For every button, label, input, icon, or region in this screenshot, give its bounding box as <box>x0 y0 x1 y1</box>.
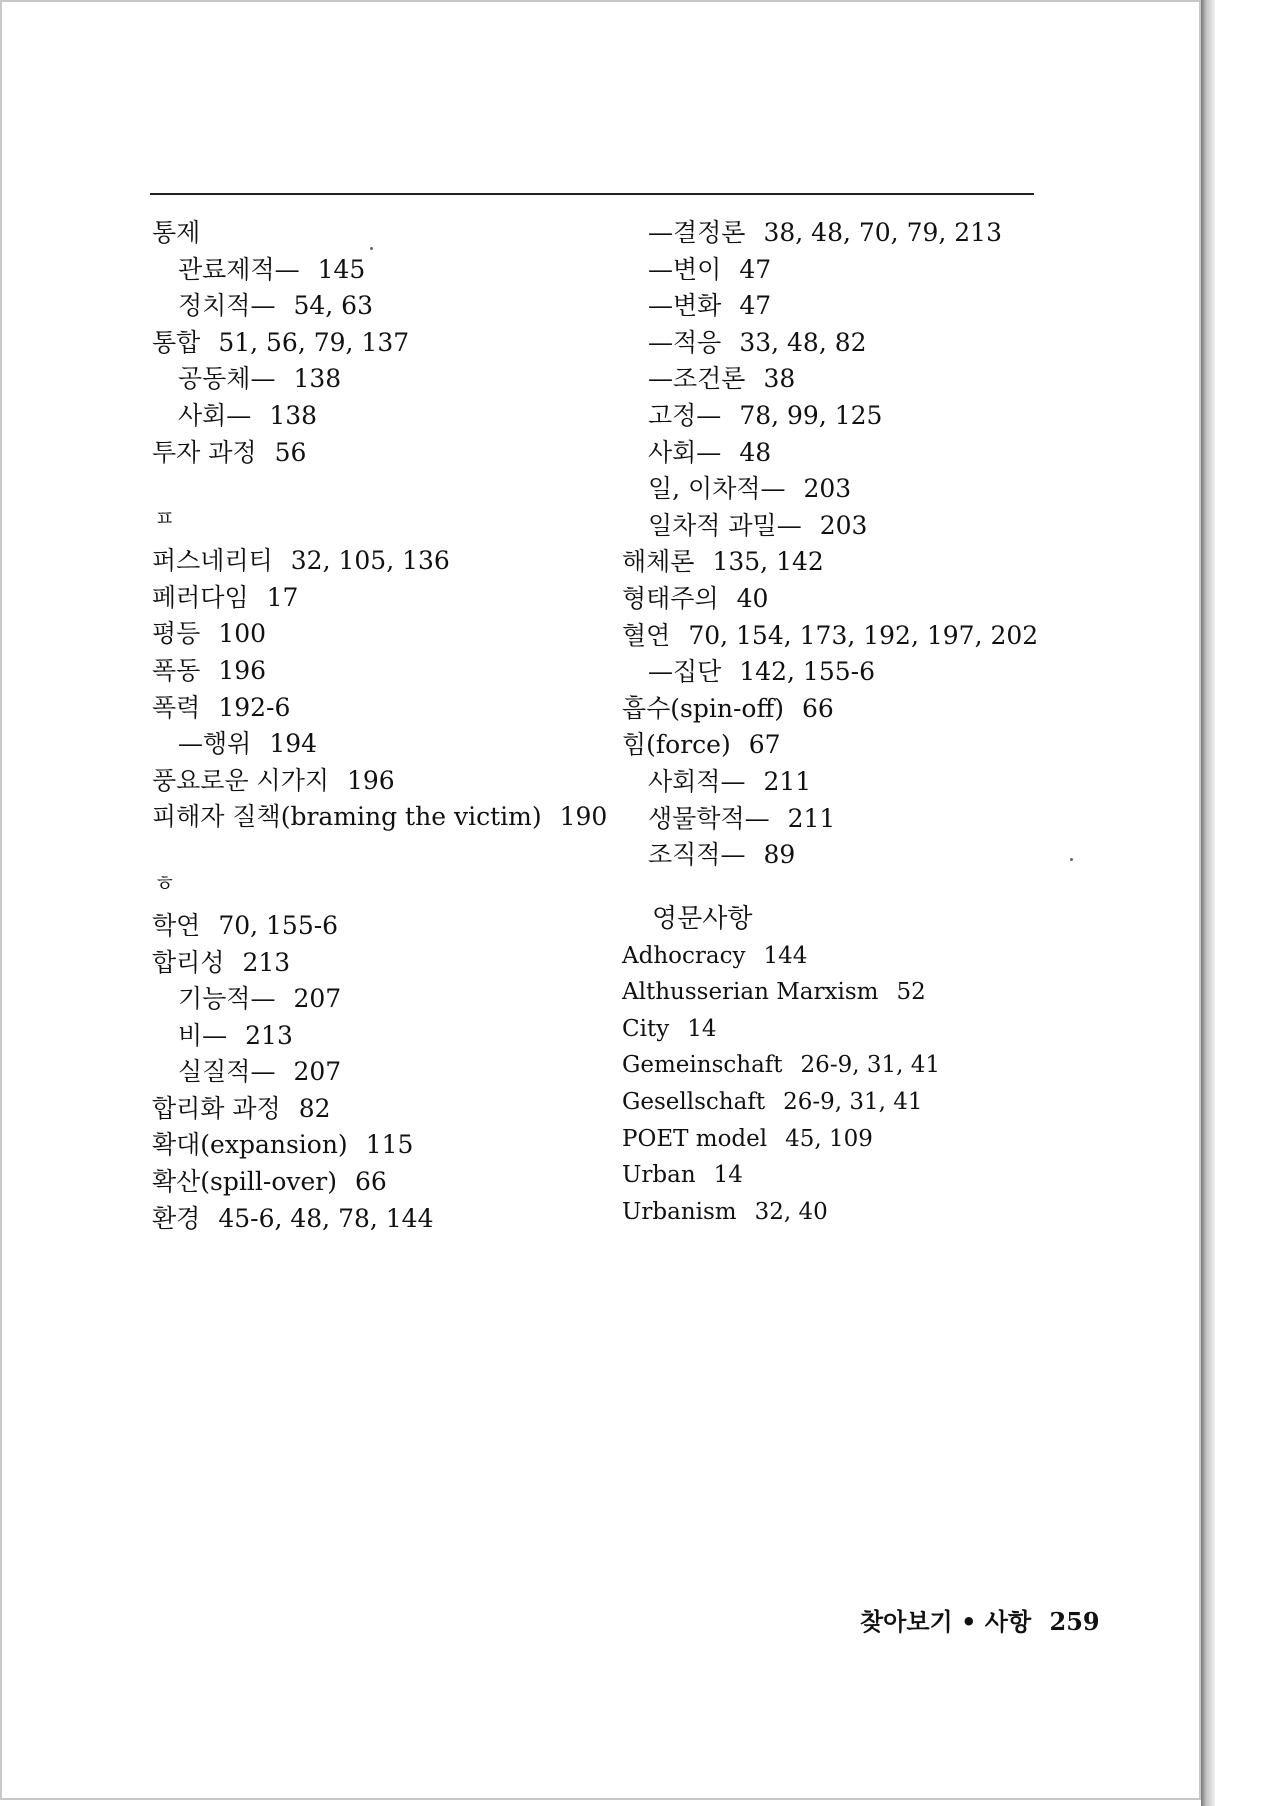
index-term: 폭동 <box>152 655 201 685</box>
index-pages: 194 <box>269 729 318 759</box>
index-pages: 78, 99, 125 <box>739 400 883 430</box>
index-term: 실질적— <box>178 1057 276 1087</box>
index-term: 사회— <box>178 400 252 430</box>
index-entry <box>152 981 602 1018</box>
index-term: 페러다임 <box>152 582 249 612</box>
index-entry <box>152 543 602 580</box>
index-pages: 138 <box>293 364 342 394</box>
index-entry <box>622 215 1072 252</box>
index-pages: 203 <box>819 510 868 540</box>
index-term: 환경 <box>152 1203 201 1233</box>
speck <box>370 247 373 250</box>
index-entry <box>152 945 602 982</box>
index-entry <box>622 691 1072 728</box>
index-pages: 26-9, 31, 41 <box>800 1052 940 1079</box>
index-entry <box>152 653 602 690</box>
section-heading-p: ㅍ <box>154 507 176 533</box>
index-pages: 48 <box>739 437 772 467</box>
index-pages: 70, 154, 173, 192, 197, 202 <box>688 620 1039 650</box>
index-entry <box>622 1121 1072 1158</box>
index-entry <box>152 1054 602 1091</box>
index-entry <box>152 580 602 617</box>
index-entry <box>622 1194 1072 1231</box>
index-group <box>622 215 1072 874</box>
index-entry <box>622 1047 1072 1084</box>
index-entry <box>152 726 602 763</box>
index-term: 공동체— <box>178 364 276 394</box>
index-pages: 100 <box>218 619 267 649</box>
index-term: 통합 <box>152 327 201 357</box>
index-entry <box>152 1201 602 1238</box>
index-entry <box>622 801 1072 838</box>
index-pages: 56 <box>274 437 307 467</box>
index-term: 평등 <box>152 619 201 649</box>
page-footer <box>860 1602 1100 1637</box>
footer-label: 찾아보기 • 사항 <box>860 1608 1032 1636</box>
index-pages: 70, 155-6 <box>218 910 339 940</box>
index-term: —변이 <box>648 254 722 284</box>
index-entry <box>622 618 1072 655</box>
index-pages: 115 <box>365 1130 414 1160</box>
index-pages: 203 <box>803 474 852 504</box>
index-group <box>152 543 608 836</box>
index-term: 정치적— <box>178 291 276 321</box>
index-term: 해체론 <box>622 547 695 577</box>
index-pages: 38, 48, 70, 79, 213 <box>763 218 1002 247</box>
index-entry <box>622 508 1072 545</box>
index-entry <box>152 616 602 653</box>
index-entry <box>622 938 1072 975</box>
index-column-right <box>622 215 1072 1230</box>
index-term: 확산(spill-over) <box>152 1167 337 1197</box>
index-entry <box>622 325 1072 362</box>
index-pages: 52 <box>896 979 926 1006</box>
index-entry <box>622 1011 1072 1048</box>
index-pages: 138 <box>269 400 318 430</box>
index-pages: 145 <box>317 254 366 284</box>
index-term: 일, 이차적— <box>648 474 786 504</box>
index-entry <box>622 1084 1072 1121</box>
index-pages: 67 <box>748 730 781 760</box>
index-pages: 89 <box>763 840 796 870</box>
index-term: 관료제적— <box>178 254 300 284</box>
index-pages: 211 <box>787 803 836 833</box>
index-term: Urbanism <box>622 1198 737 1225</box>
index-entry <box>152 252 602 289</box>
index-pages: 17 <box>266 582 299 612</box>
index-entry <box>622 837 1072 874</box>
index-term: Urban <box>622 1162 696 1189</box>
section-heading-h: ㅎ <box>154 871 176 897</box>
index-term: Adhocracy <box>622 942 746 969</box>
index-entry <box>152 435 602 472</box>
index-term: —행위 <box>178 729 252 759</box>
index-entry <box>152 908 602 945</box>
index-pages: 40 <box>736 583 769 613</box>
index-term: 풍요로운 시가지 <box>152 765 329 795</box>
index-entry <box>152 1127 602 1164</box>
index-pages: 66 <box>802 693 834 723</box>
index-entry <box>622 654 1072 691</box>
index-term: 고정— <box>648 400 722 430</box>
page-edge-shadow <box>1201 0 1215 1806</box>
index-term: —집단 <box>648 657 722 687</box>
index-pages: 142, 155-6 <box>739 657 875 687</box>
index-term: 사회적— <box>648 766 746 796</box>
index-pages: 82 <box>298 1093 331 1123</box>
index-term: 비— <box>178 1020 228 1050</box>
index-term: 조직적— <box>648 840 746 870</box>
index-term: 투자 과정 <box>152 437 257 467</box>
index-term: Gesellschaft <box>622 1089 766 1116</box>
index-pages: 196 <box>218 655 267 685</box>
index-entry <box>152 763 602 800</box>
index-term: 학연 <box>152 910 201 940</box>
index-pages: 14 <box>713 1162 743 1189</box>
index-group <box>152 908 602 1237</box>
index-term: —결정론 <box>648 218 746 247</box>
index-entry <box>622 581 1072 618</box>
index-pages: 135, 142 <box>712 547 824 577</box>
index-entry <box>152 1018 602 1055</box>
index-term: Althusserian Marxism <box>622 979 879 1006</box>
index-pages: 38 <box>763 364 796 394</box>
index-term: 사회— <box>648 437 722 467</box>
index-group <box>152 215 602 471</box>
index-term: 힘(force) <box>622 730 731 760</box>
index-entry <box>622 471 1072 508</box>
index-pages: 207 <box>293 984 342 1014</box>
index-term: POET model <box>622 1125 768 1152</box>
index-entry <box>622 288 1072 325</box>
index-term: City <box>622 1015 670 1042</box>
index-term: 형태주의 <box>622 583 719 613</box>
index-entry <box>152 1164 602 1201</box>
index-term: 피해자 질책(braming the victim) <box>152 802 542 832</box>
index-entry <box>622 398 1072 435</box>
index-pages: 32, 40 <box>754 1198 828 1225</box>
index-pages: 144 <box>763 942 808 969</box>
index-pages: 211 <box>763 766 812 796</box>
index-term: 생물학적— <box>648 803 770 833</box>
index-entry <box>152 288 602 325</box>
index-entry <box>622 361 1072 398</box>
index-pages: 47 <box>739 254 772 284</box>
index-term: 기능적— <box>178 984 276 1014</box>
index-term: —조건론 <box>648 364 746 394</box>
index-entry <box>622 727 1072 764</box>
index-pages: 66 <box>355 1167 387 1197</box>
index-entry <box>152 1091 602 1128</box>
index-entry <box>622 252 1072 289</box>
index-entry <box>152 361 602 398</box>
index-group <box>622 938 1072 1231</box>
index-entry <box>622 435 1072 472</box>
index-entry <box>152 799 608 836</box>
index-entry <box>622 974 1072 1011</box>
index-term: Gemeinschaft <box>622 1052 783 1079</box>
index-pages: 192-6 <box>218 692 291 722</box>
index-term: —변화 <box>648 291 722 321</box>
index-pages: 33, 48, 82 <box>739 327 867 357</box>
index-entry <box>152 690 602 727</box>
index-entry <box>152 325 602 362</box>
index-term: 폭력 <box>152 692 201 722</box>
index-column-left <box>152 215 608 1237</box>
index-entry <box>152 215 602 252</box>
index-term: 일차적 과밀— <box>648 510 802 540</box>
index-term: 흡수(spin-off) <box>622 693 784 723</box>
index-term: 합리성 <box>152 947 225 977</box>
index-pages: 54, 63 <box>293 291 373 321</box>
speck <box>1070 858 1073 861</box>
index-pages: 213 <box>245 1020 293 1050</box>
index-entry <box>622 764 1072 801</box>
index-entry <box>622 544 1072 581</box>
index-pages: 47 <box>739 291 772 321</box>
page-number: 259 <box>1049 1607 1100 1636</box>
index-pages: 196 <box>347 765 395 795</box>
index-entry <box>622 1157 1072 1194</box>
index-term: —적응 <box>648 327 722 357</box>
index-pages: 26-9, 31, 41 <box>783 1089 923 1116</box>
index-term: 혈연 <box>622 620 671 650</box>
index-pages: 14 <box>687 1015 717 1042</box>
index-term: 통제 <box>152 218 201 247</box>
index-pages: 213 <box>242 947 291 977</box>
index-pages: 207 <box>293 1057 342 1087</box>
index-pages: 45-6, 48, 78, 144 <box>218 1203 434 1233</box>
index-pages: 190 <box>559 802 608 832</box>
section-heading-english: 영문사항 <box>652 903 753 934</box>
index-pages: 45, 109 <box>785 1125 873 1152</box>
index-term: 합리화 과정 <box>152 1093 281 1123</box>
header-rule <box>150 193 1034 195</box>
index-entry <box>152 398 602 435</box>
index-pages: 51, 56, 79, 137 <box>218 327 410 357</box>
index-pages: 32, 105, 136 <box>290 546 450 576</box>
index-term: 퍼스네리티 <box>152 546 273 576</box>
index-term: 확대(expansion) <box>152 1130 348 1160</box>
